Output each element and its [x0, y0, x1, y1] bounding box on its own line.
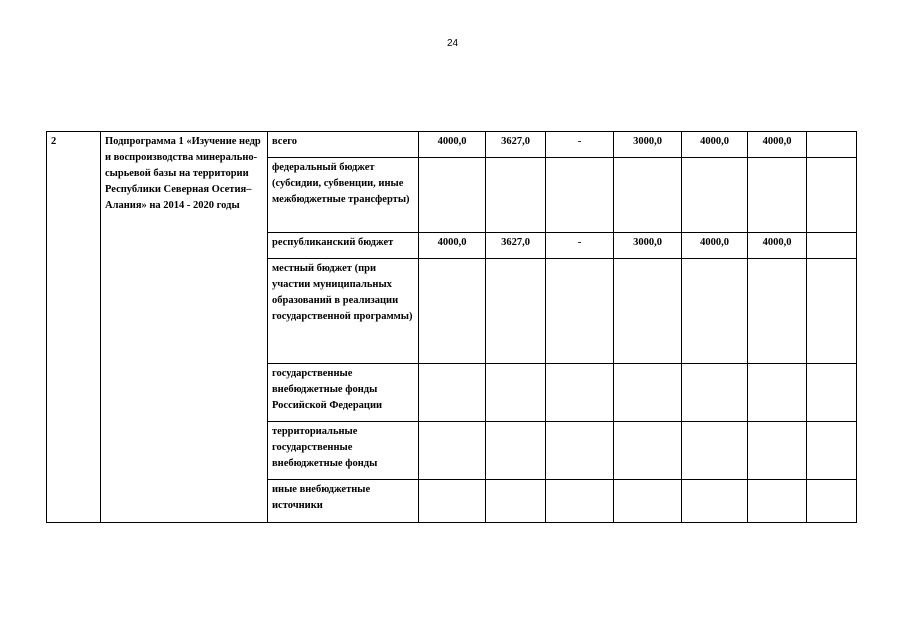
row-number-cell: 2 — [47, 132, 101, 523]
funding-source-cell: всего — [268, 132, 419, 158]
value-cell — [614, 480, 682, 523]
value-cell — [682, 364, 748, 422]
value-cell — [419, 364, 486, 422]
funding-source-cell: территориальные государственные внебюджетные фонды — [268, 422, 419, 480]
value-cell: 4000,0 — [748, 233, 807, 259]
value-cell — [748, 259, 807, 364]
value-cell: 4000,0 — [682, 233, 748, 259]
value-cell: 3627,0 — [486, 233, 546, 259]
value-cell — [546, 422, 614, 480]
program-name-cell: Подпрограмма 1 «Изучение недр и воспроизводства минерально-сырьевой базы на территории Республики Северная Осетия–Алания» на 2014 - 2020 годы — [101, 132, 268, 523]
value-cell — [807, 132, 857, 158]
value-cell — [682, 259, 748, 364]
value-cell — [546, 364, 614, 422]
value-cell — [486, 480, 546, 523]
value-cell — [614, 364, 682, 422]
funding-source-cell: местный бюджет (при участии муниципальных образований в реализации государственной программы) — [268, 259, 419, 364]
budget-table — [46, 131, 857, 523]
value-cell — [419, 480, 486, 523]
value-cell — [807, 259, 857, 364]
value-cell: 4000,0 — [682, 132, 748, 158]
value-cell — [419, 422, 486, 480]
value-cell — [748, 422, 807, 480]
value-cell — [807, 422, 857, 480]
value-cell — [748, 158, 807, 233]
funding-source-cell: иные внебюджетные источники — [268, 480, 419, 523]
table-row — [47, 132, 857, 158]
value-cell — [546, 158, 614, 233]
value-cell — [419, 158, 486, 233]
value-cell — [682, 422, 748, 480]
value-cell — [486, 158, 546, 233]
value-cell — [546, 480, 614, 523]
value-cell — [682, 158, 748, 233]
value-cell — [748, 480, 807, 523]
value-cell — [614, 259, 682, 364]
value-cell: 3627,0 — [486, 132, 546, 158]
funding-source-cell: республиканский бюджет — [268, 233, 419, 259]
value-cell — [614, 422, 682, 480]
funding-source-cell: федеральный бюджет (субсидии, субвенции, иные межбюджетные трансферты) — [268, 158, 419, 233]
value-cell — [807, 364, 857, 422]
value-cell: - — [546, 233, 614, 259]
value-cell — [486, 422, 546, 480]
value-cell — [486, 259, 546, 364]
value-cell: - — [546, 132, 614, 158]
value-cell — [546, 259, 614, 364]
value-cell — [748, 364, 807, 422]
value-cell — [614, 158, 682, 233]
value-cell — [486, 364, 546, 422]
value-cell: 4000,0 — [419, 132, 486, 158]
value-cell — [807, 233, 857, 259]
value-cell — [807, 158, 857, 233]
value-cell: 4000,0 — [419, 233, 486, 259]
value-cell: 4000,0 — [748, 132, 807, 158]
funding-source-cell: государственные внебюджетные фонды Российской Федерации — [268, 364, 419, 422]
value-cell: 3000,0 — [614, 132, 682, 158]
page-number: 24 — [446, 38, 459, 49]
value-cell: 3000,0 — [614, 233, 682, 259]
value-cell — [807, 480, 857, 523]
value-cell — [419, 259, 486, 364]
value-cell — [682, 480, 748, 523]
